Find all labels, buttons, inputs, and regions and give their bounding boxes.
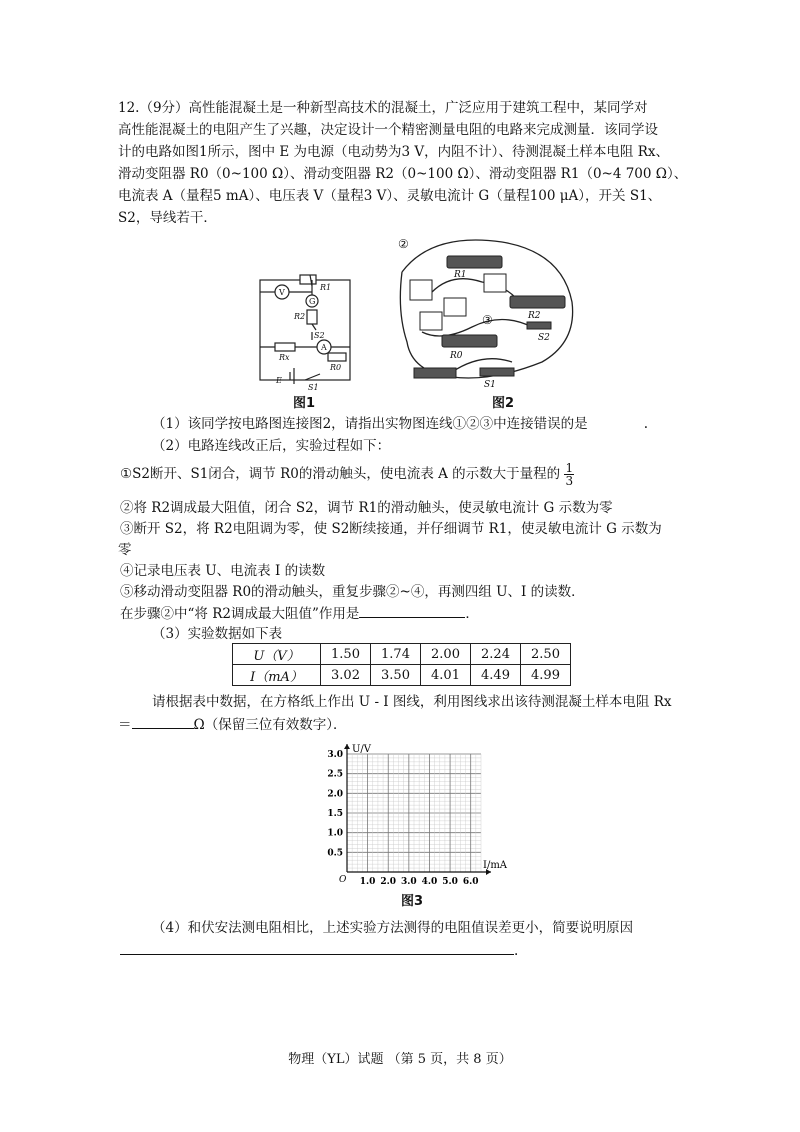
x-axis-label: I/mA [483, 860, 508, 871]
label-connection-3: ③ [482, 313, 493, 327]
step-question-end: ． [465, 606, 479, 622]
step-question-text: 在步骤②中“将 R2调成最大阻值”作用是 [120, 606, 360, 622]
x-tick-label: 2.0 [380, 877, 397, 887]
label-S1: S1 [484, 380, 496, 390]
equals-sign: ＝ [118, 717, 132, 733]
x-tick-label: 5.0 [442, 877, 458, 887]
figure-2-apparatus [392, 232, 582, 392]
step-5: ⑤移动滑动变阻器 R0的滑动触头，重复步骤②~④，再测四组 U、I 的读数． [120, 584, 585, 600]
page-footer: 物理（YL）试题 （第 5 页，共 8 页） [288, 1052, 512, 1067]
step-3: ③断开 S2，将 R2电阻调为零，使 S2断续接通，并仔细调节 R1，使灵敏电流计 G 示数为 [120, 521, 662, 537]
table-cell: 3.02 [321, 665, 371, 686]
fraction-denominator: 3 [565, 474, 574, 488]
y-axis-arrow [344, 744, 350, 749]
y-tick-label: 2.0 [327, 789, 343, 800]
step-1 [120, 462, 574, 487]
y-tick-label: 3.0 [327, 750, 343, 760]
label-Rx: Rx [279, 353, 290, 362]
label-connection-2: ② [398, 237, 409, 251]
figure-3-grid-chart [315, 740, 515, 890]
part-3-question-line-2 [118, 714, 346, 735]
x-tick-label: 3.0 [401, 877, 417, 887]
figure-3-caption: 图3 [401, 894, 424, 909]
part-4-question: （4）和伏安法测电阻相比，上述实验方法测得的电阻值误差更小，简要说明原因 [152, 920, 634, 936]
question-line-4: 滑动变阻器 R0（0~100 Ω）、滑动变阻器 R2（0~100 Ω）、滑动变阻器 R1（0~4 700 Ω）、 [118, 166, 688, 182]
label-V: V [279, 288, 285, 297]
x-tick-label: 4.0 [421, 877, 438, 887]
step-question-answer-blank [359, 603, 465, 618]
label-A: A [321, 343, 327, 352]
part-1-end: . [643, 416, 648, 432]
part-1-text: （1）该同学按电路图连接图2，请指出实物图连线①②③中连接错误的是 [152, 416, 588, 432]
question-line-6: S2，导线若干． [118, 210, 217, 226]
part-3-unit-text: Ω（保留三位有效数字）． [193, 717, 347, 733]
y-axis-label: U/V [352, 744, 372, 755]
figure-1-caption: 图1 [293, 396, 316, 411]
table-cell: 3.50 [371, 665, 421, 686]
label-R1: R1 [320, 283, 332, 292]
label-R1: R1 [454, 270, 467, 280]
y-tick-label: 1.5 [327, 809, 343, 819]
question-line-3: 计的电路如图1所示，图中 E 为电源（电动势为3 V，内阻不计）、待测混凝土样本电阻 Rx、 [118, 144, 669, 160]
label-S2: S2 [538, 333, 550, 343]
origin-label: O [339, 875, 347, 885]
step-question [120, 603, 479, 624]
part-3-question-line-1: 请根据表中数据，在方格纸上作出 U - I 图线，利用图线求出该待测混凝土样本电阻 Rx [152, 694, 672, 710]
x-tick-label: 1.0 [359, 877, 376, 887]
figure-2-caption: 图2 [492, 396, 515, 411]
step-1-fraction [564, 462, 574, 487]
part-2-heading: （2）电路连线改正后，实验过程如下： [152, 438, 391, 454]
table-cell: 1.50 [321, 644, 371, 665]
label-E: E [276, 376, 282, 385]
table-row [233, 665, 571, 686]
row-label-U: U（V） [233, 644, 321, 665]
label-R0: R0 [330, 363, 342, 372]
label-R2: R2 [528, 311, 541, 321]
y-tick-label: 0.5 [327, 848, 343, 859]
step-1-text: ①S2断开、S1闭合，调节 R0的滑动触头，使电流表 A 的示数大于量程的 [120, 466, 561, 482]
label-R2: R2 [294, 312, 306, 321]
y-tick-label: 1.0 [327, 828, 343, 839]
part-3-answer-blank [132, 714, 194, 729]
step-4: ④记录电压表 U、电流表 I 的读数 [120, 563, 326, 579]
label-G: G [309, 297, 316, 306]
table-cell: 4.99 [521, 665, 571, 686]
part-4-answer-line [120, 940, 518, 961]
label-S1: S1 [308, 383, 319, 392]
y-tick-label: 2.5 [327, 769, 343, 780]
question-line-5: 电流表 A（量程5 mA）、电压表 V（量程3 V）、灵敏电流计 G（量程100 μA），开关 S1、 [118, 188, 662, 204]
part-1-answer-blank [588, 414, 644, 428]
figure-1-circuit [250, 272, 365, 392]
part-1-question [152, 414, 648, 434]
question-line-1: 12.（9分）高性能混凝土是一种新型高技术的混凝土，广泛应用于建筑工程中，某同学对 [118, 100, 648, 116]
question-line-2: 高性能混凝土的电阻产生了兴趣，决定设计一个精密测量电阻的电路来完成测量．该同学设 [118, 122, 658, 138]
x-tick-label: 6.0 [462, 877, 479, 887]
row-label-I: I（mA） [233, 665, 321, 686]
part-3-heading: （3）实验数据如下表 [152, 626, 283, 642]
part-4-answer-blank [120, 940, 514, 955]
table-cell: 2.24 [471, 644, 521, 665]
table-cell: 4.01 [421, 665, 471, 686]
table-row [233, 644, 571, 665]
fraction-numerator: 1 [565, 461, 574, 475]
data-table [232, 643, 571, 686]
label-S2: S2 [314, 331, 325, 340]
label-R0: R0 [450, 351, 463, 361]
step-3-cont: 零 [118, 542, 132, 558]
part-4-end: . [514, 943, 519, 959]
step-2: ②将 R2调成最大阻值，闭合 S2，调节 R1的滑动触头，使灵敏电流计 G 示数为零 [120, 500, 613, 516]
table-cell: 2.50 [521, 644, 571, 665]
table-cell: 1.74 [371, 644, 421, 665]
table-cell: 4.49 [471, 665, 521, 686]
table-cell: 2.00 [421, 644, 471, 665]
